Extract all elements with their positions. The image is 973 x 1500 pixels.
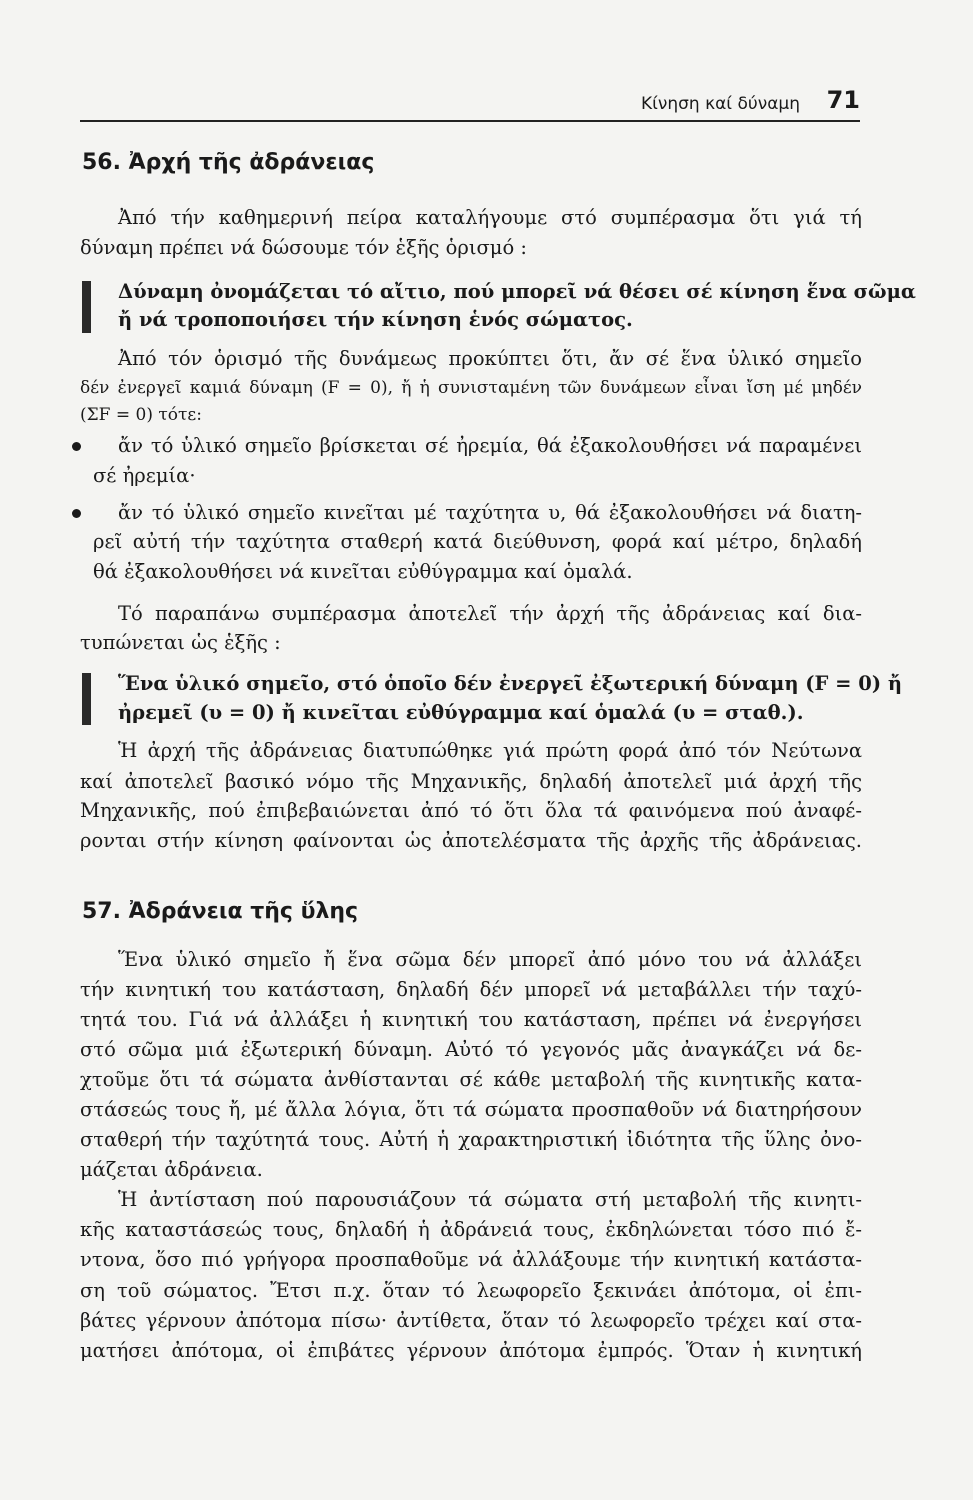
- inertia-law-line: Ἕνα ὑλικό σημεῖο, στό ὁποῖο δέν ἐνεργεῖ ἐξωτερική δύναμη (F = 0) ἤ: [118, 672, 903, 695]
- bullet-line: θά ἐξακολουθήσει νά κινεῖται εὐθύγραμμα καί ὁμαλά.: [93, 560, 633, 583]
- paragraph-line: (ΣF = 0) τότε:: [80, 405, 202, 425]
- bullet-line: ἄν τό ὑλικό σημεῖο βρίσκεται σέ ἠρεμία, θά ἐξακολουθήσει νά παραμένει: [118, 434, 862, 457]
- law-marker-bar: [82, 673, 91, 725]
- paragraph-line: χτοῦμε ὅτι τά σώματα ἀνθίστανται σέ κάθε μεταβολή τῆς κινητικῆς κατα-: [80, 1068, 862, 1091]
- paragraph-line: ση τοῦ σώματος. Ἔτσι π.χ. ὅταν τό λεωφορεῖο ξεκινάει ἀπότομα, οἱ ἐπι-: [80, 1279, 862, 1302]
- section-57-heading: 57. Ἀδράνεια τῆς ὕλης: [82, 899, 359, 924]
- paragraph-line: κῆς καταστάσεώς τους, δηλαδή ἡ ἀδράνειά τους, ἐκδηλώνεται τόσο πιό ἔ-: [80, 1218, 862, 1241]
- paragraph-line: στάσεώς τους ἤ, μέ ἄλλα λόγια, ὅτι τά σώματα προσπαθοῦν νά διατηρήσουν: [80, 1098, 862, 1121]
- paragraph-line: καί ἀποτελεῖ βασικό νόμο τῆς Μηχανικῆς, δηλαδή ἀποτελεῖ μιά ἀρχή τῆς: [80, 770, 862, 793]
- paragraph-line: μάζεται ἀδράνεια.: [80, 1158, 263, 1181]
- paragraph-line: ματήσει ἀπότομα, οἱ ἐπιβάτες γέρνουν ἀπότομα ἐμπρός. Ὅταν ἡ κινητική: [80, 1339, 862, 1362]
- paragraph-line: δύναμη πρέπει νά δώσουμε τόν ἑξῆς ὁρισμό :: [80, 236, 527, 259]
- bullet-line: σέ ἠρεμία·: [93, 464, 196, 487]
- bullet-icon: [72, 509, 81, 518]
- paragraph-line: σταθερή τήν ταχύτητά τους. Αὐτή ἡ χαρακτηριστική ἰδιότητα τῆς ὕλης ὀνο-: [80, 1128, 862, 1151]
- paragraph-line: ρονται στήν κίνηση φαίνονται ὡς ἀποτελέσματα τῆς ἀρχῆς τῆς ἀδράνειας.: [80, 829, 862, 852]
- paragraph-line: τητά του. Γιά νά ἀλλάξει ἡ κινητική του κατάσταση, πρέπει νά ἐνεργήσει: [80, 1008, 862, 1031]
- header-title: Κίνηση καί δύναμη: [640, 94, 800, 114]
- bullet-icon: [72, 442, 81, 451]
- paragraph-line: δέν ἐνεργεῖ καμιά δύναμη (F = 0), ἤ ἡ συνισταμένη τῶν δυνάμεων εἶναι ἴση μέ μηδέν: [80, 378, 862, 398]
- paragraph-line: Ἀπό τόν ὁρισμό τῆς δυνάμεως προκύπτει ὅτι, ἄν σέ ἕνα ὑλικό σημεῖο: [118, 347, 862, 370]
- paragraph-line: Ἡ ἀρχή τῆς ἀδράνειας διατυπώθηκε γιά πρώτη φορά ἀπό τόν Νεύτωνα: [118, 739, 862, 762]
- paragraph-line: Τό παραπάνω συμπέρασμα ἀποτελεῖ τήν ἀρχή τῆς ἀδράνειας καί δια-: [118, 602, 862, 625]
- inertia-law-line: ἠρεμεῖ (υ = 0) ἤ κινεῖται εὐθύγραμμα καί ὁμαλά (υ = σταθ.).: [118, 701, 804, 724]
- paragraph-line: ντονα, ὅσο πιό γρήγορα προσπαθοῦμε νά ἀλλάξουμε τήν κινητική κατάστα-: [80, 1248, 862, 1271]
- paragraph-line: τυπώνεται ὡς ἑξῆς :: [80, 631, 281, 654]
- page-number: 71: [826, 86, 860, 114]
- paragraph-line: Ἕνα ὑλικό σημεῖο ἤ ἕνα σῶμα δέν μπορεῖ ἀπό μόνο του νά ἀλλάξει: [118, 948, 862, 971]
- force-definition-line: Δύναμη ὀνομάζεται τό αἴτιο, πού μπορεῖ νά θέσει σέ κίνηση ἕνα σῶμα: [118, 280, 916, 303]
- paragraph-line: τήν κινητική του κατάσταση, δηλαδή δέν μπορεῖ νά μεταβάλλει τήν ταχύ-: [80, 978, 862, 1001]
- force-definition-line: ἤ νά τροποποιήσει τήν κίνηση ἑνός σώματος.: [118, 308, 633, 331]
- bullet-line: ἄν τό ὑλικό σημεῖο κινεῖται μέ ταχύτητα υ, θά ἐξακολουθήσει νά διατη-: [118, 501, 862, 524]
- paragraph-line: στό σῶμα μιά ἐξωτερική δύναμη. Αὐτό τό γεγονός μᾶς ἀναγκάζει νά δε-: [80, 1038, 862, 1061]
- section-56-heading: 56. Ἀρχή τῆς ἀδράνειας: [82, 150, 375, 175]
- paragraph-line: Ἡ ἀντίσταση πού παρουσιάζουν τά σώματα στή μεταβολή τῆς κινητι-: [118, 1188, 862, 1211]
- paragraph-line: Ἀπό τήν καθημερινή πείρα καταλήγουμε στό συμπέρασμα ὅτι γιά τή: [118, 206, 862, 229]
- paragraph-line: βάτες γέρνουν ἀπότομα πίσω· ἀντίθετα, ὅταν τό λεωφορεῖο τρέχει καί στα-: [80, 1309, 862, 1332]
- running-header: [80, 86, 860, 122]
- bullet-line: ρεῖ αὐτή τήν ταχύτητα σταθερή κατά διεύθυνση, φορά καί μέτρο, δηλαδή: [93, 530, 862, 553]
- definition-marker-bar: [82, 281, 91, 333]
- paragraph-line: Μηχανικῆς, πού ἐπιβεβαιώνεται ἀπό τό ὅτι ὅλα τά φαινόμενα πού ἀναφέ-: [80, 799, 862, 822]
